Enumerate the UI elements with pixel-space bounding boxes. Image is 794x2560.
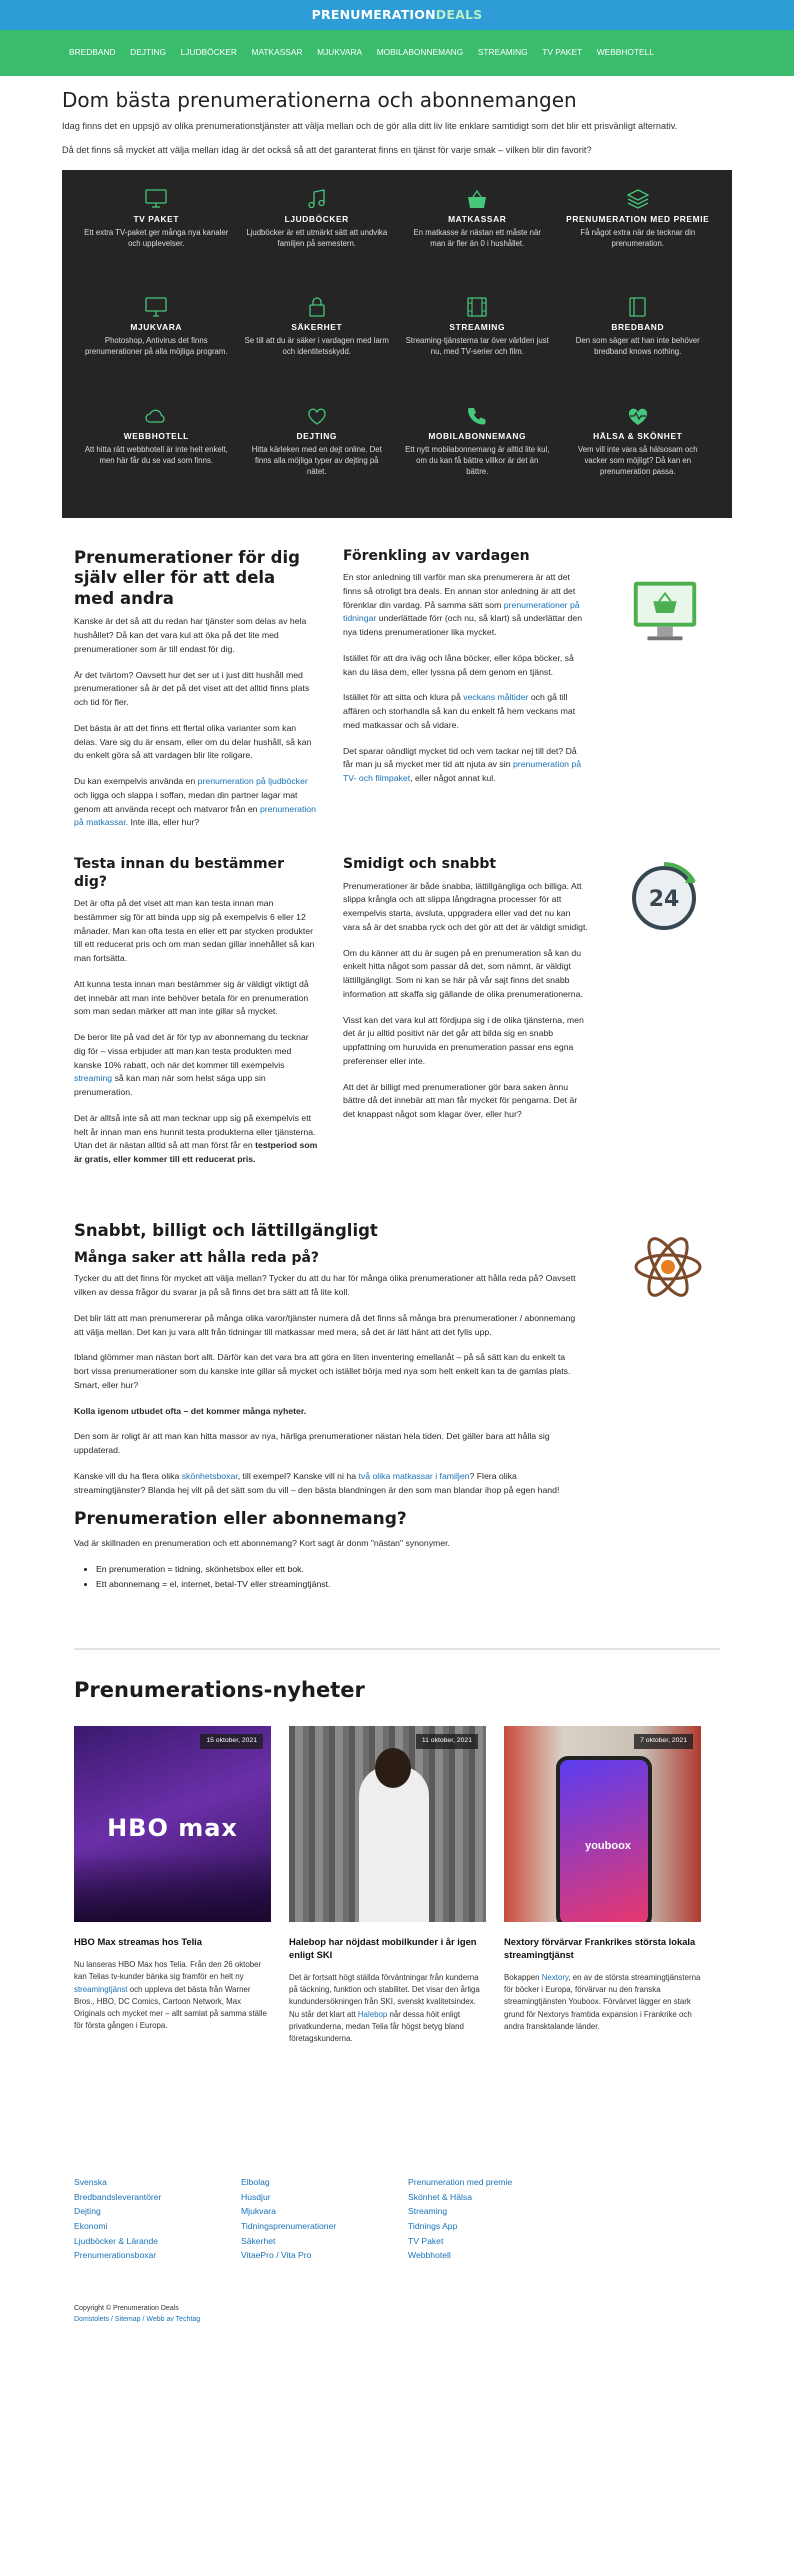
paragraph — [74, 1112, 319, 1167]
nav-item-bredband[interactable]: BREDBAND — [69, 47, 116, 58]
category-title: STREAMING — [449, 322, 506, 333]
tv-icon — [144, 188, 168, 210]
footer-link[interactable]: Svenska — [74, 2177, 107, 2188]
category-title: LJUDBÖCKER — [284, 213, 349, 224]
category-desc: Ett extra TV-paket ger många nya kanaler och upplevelser. — [84, 227, 229, 248]
phone-icon — [465, 405, 489, 427]
news-date: 15 oktober, 2021 — [200, 1734, 263, 1749]
category-title: DEJTING — [296, 430, 337, 441]
nav-item-ljudbocker[interactable]: LJUDBÖCKER — [180, 47, 237, 58]
footer-bottom-links[interactable]: Domstolets / Sitemap / Webb av Techtag — [74, 2316, 201, 2324]
category-mjukvara[interactable] — [76, 294, 237, 403]
monitor-icon — [144, 296, 168, 318]
text: Bokappen — [504, 1972, 542, 1982]
news-image[interactable] — [504, 1726, 701, 1922]
column-right — [343, 856, 588, 1179]
category-ljudbocker[interactable] — [237, 186, 398, 295]
text: , en av de största streamingtjänsterna för böcker i Europa, förvärvar nu den franska streamingtjänsten Youboox. Förvärvet lägger en stark grund för Nextorys framtida expansion i Frankrike och andra fransktalande länder. — [504, 1972, 701, 2031]
category-desc: Den som säger att han inte behöver bredband knows nothing. — [575, 336, 700, 357]
atom-icon — [632, 1227, 704, 1307]
text: når dessa höit enligt privatkunderna, medan Telia får högst betyg bland företagskunderna. — [289, 2009, 464, 2044]
copyright — [0, 2303, 794, 2325]
nav-item-mjukvara[interactable]: MJUKVARA — [317, 47, 363, 58]
svg-text:24: 24 — [648, 887, 680, 913]
paragraph — [343, 691, 588, 732]
nav-item-dejting[interactable]: DEJTING — [130, 47, 166, 58]
category-sakerhet[interactable] — [237, 294, 398, 403]
youboox-logo: youboox — [585, 1840, 631, 1853]
category-title: PRENUMERATION MED PREMIE — [566, 213, 710, 224]
stack-icon — [626, 188, 650, 210]
footer-link[interactable]: Ekonomi — [74, 2221, 108, 2232]
text: ? Flera olika streamingtjänster? Blanda hej vilt på det sätt som du vill – den bästa blandningen är den som man blandar ihop på egen hand! — [74, 1470, 560, 1495]
footer-link[interactable]: Webbhotell — [408, 2250, 451, 2261]
subsection-title: Många saker att hålla reda på? — [74, 1249, 320, 1266]
site-logo[interactable] — [312, 5, 483, 24]
film-icon — [465, 296, 489, 318]
category-title: MOBILABONNEMANG — [428, 430, 527, 441]
category-title: MJUKVARA — [130, 322, 183, 333]
footer-link[interactable]: Säkerhet — [241, 2235, 276, 2246]
category-desc: Se till att du är säker i vardagen med larm och identitetsskydd. — [244, 336, 389, 357]
text: underlättade förr (och nu, så klart) så underlättar den nya tidens prenumerationer lika mycket. — [343, 613, 583, 638]
text: Det är alltså inte så att man tecknar upp sig på exempelvis ett helt år innan man ens hunnit testa produkterna eller tjänsterna. Utan det är nästan alltid så att man först får en — [74, 1112, 316, 1151]
paragraph: Om du känner att du är sugen på en prenumeration så kan du enkelt hitta något som passar då det, som nämnt, är väldigt lättillgängligt. Som ni kan se här på vår sajt finns det snabb information att skaffa sig gällande de olika prenumerationerna. — [343, 947, 583, 999]
bullet-list — [96, 1562, 720, 1592]
category-mobilabonnemang[interactable] — [397, 403, 558, 512]
music-note-icon — [305, 188, 329, 210]
news-title: Prenumerations-nyheter — [74, 1677, 365, 1702]
link-ljudbocker[interactable]: prenumeration på ljudböcker — [197, 776, 308, 787]
news-card[interactable] — [289, 1726, 486, 2045]
section-title: Smidigt och snabbt — [343, 856, 497, 873]
bold-text: testperiod som är gratis, eller kommer till ett reducerat pris. — [74, 1140, 318, 1165]
footer-link[interactable]: Tidnings App — [408, 2221, 458, 2232]
clock-24-icon — [624, 856, 704, 936]
news-headline[interactable]: Halebop har nöjdast mobilkunder i år igen enligt SKI — [289, 1936, 477, 1961]
link-streaming[interactable]: streaming — [74, 1073, 113, 1084]
news-date: 11 oktober, 2021 — [416, 1734, 478, 1749]
news-card[interactable] — [504, 1726, 701, 2045]
intro-paragraph: Idag finns det en uppsjö av olika prenumerationstjänster att välja mellan och de gör alla ditt liv lite enklare samtidigt som det blir ett prisvänligt alternativ. — [62, 121, 678, 131]
link-nextory[interactable]: Nextory — [541, 1972, 569, 1982]
category-tv-paket[interactable] — [76, 186, 237, 295]
category-title: SÄKERHET — [291, 322, 343, 333]
list-item: • Ett abonnemang = el, internet, betal-TV eller streamingtjänst. — [96, 1577, 720, 1592]
main-nav — [0, 30, 794, 76]
category-desc: Vem vill inte vara så hälsosam och vacker som möjligt? Då kan en prenumeration passa. — [577, 444, 698, 477]
paragraph: Det bästa är att det finns ett flertal olika varianter som kan delas. Vare sig du är ensam, eller om du delar hushåll, så kan du enkelt göra så att vardagen blir lite roligare. — [74, 722, 312, 761]
footer-link[interactable]: Elbolag — [241, 2177, 270, 2188]
paragraph: Den som är roligt är att man kan hitta massor av nya, härliga prenumerationer nästan hela tiden. Det gäller bara att hålla sig uppdaterad. — [74, 1431, 550, 1456]
online-shop-icon — [626, 572, 704, 650]
top-header — [0, 0, 794, 30]
logo-text-deals: DEALS — [435, 7, 483, 23]
category-matkassar[interactable] — [397, 186, 558, 295]
text: Det är fortsatt högt ställda förväntningar från kunderna på täckning, funktion och stabilitet. Det visar den årliga kundundersökningen från SKI, svenskt kvalitetsindex. Nu står det klart att — [289, 1972, 480, 2019]
category-title: MATKASSAR — [448, 213, 507, 224]
link-halebop[interactable]: Halebop — [357, 2009, 388, 2019]
news-headline[interactable]: Nextory förvärvar Frankrikes största lokala streamingtjänst — [504, 1936, 696, 1961]
section-snabbt — [0, 1221, 794, 1592]
news-headline[interactable]: HBO Max streamas hos Telia — [74, 1936, 202, 1948]
nav-item-streaming[interactable]: STREAMING — [477, 47, 528, 58]
paragraph: Tycker du att det finns för mycket att välja mellan? Tycker du att du har för många olika prenumerationer att hålla reda på? Oavsett vilken av dessa frågor du svarar ja på så finns det bra sätt att få lite koll. — [74, 1273, 576, 1298]
health-heart-icon — [626, 405, 650, 427]
footer-link[interactable]: Husdjur — [241, 2191, 271, 2202]
category-desc: Streaming-tjänsterna tar över världen just nu, med TV-serier och film. — [405, 336, 549, 357]
paragraph — [74, 775, 319, 830]
category-title: BREDBAND — [611, 322, 665, 333]
category-desc: Photoshop, Antivirus det finns prenumerationer på alla möjliga program. — [84, 336, 228, 357]
footer-column — [74, 2175, 241, 2263]
paragraph: Visst kan det vara kul att fördjupa sig i de olika tjänsterna, men det är ju alltid positivt när det går att bilda sig en snabb uppfattning om huruvida en prenumeration passar ens egna preferenser eller inte. — [343, 1014, 584, 1066]
footer-link[interactable]: Prenumeration med premie — [408, 2177, 513, 2188]
text: och gå till affären och storhandla så kan du enkelt få hem veckans mat med matkassar och så vidare. — [343, 692, 576, 730]
text: och ligga och slappa i soffan, medan din partner lagar mat genom att använda recept och matvaror från en — [74, 789, 298, 814]
paragraph: Att det är billigt med prenumerationer gör bara saken ännu bättre då det innebär att man får mycket för pengarna. Det är det knappast något som klagar över, eller hur? — [343, 1081, 578, 1120]
link-matkassar[interactable]: prenumeration på matkassar — [74, 803, 316, 828]
nav-item-webbhotell[interactable]: WEBBHOTELL — [596, 47, 654, 58]
hbo-max-logo: HBO max — [107, 1814, 238, 1843]
category-premie[interactable] — [558, 186, 719, 295]
footer-column — [408, 2175, 575, 2263]
lock-icon — [305, 296, 329, 318]
divider — [74, 1648, 720, 1650]
category-desc: Att hitta rätt webbhotell är inte helt enkelt, men här får du se vad som finns. — [84, 444, 228, 466]
text: Istället för att sitta och klura på — [343, 692, 464, 703]
paragraph: Istället för att dra iväg och låna böcker, eller köpa böcker, så kan du läsa dem, eller lyssna på dem genom en tjänst. — [343, 652, 574, 677]
category-webbhotell[interactable] — [76, 403, 237, 512]
footer-link[interactable]: Skönhet & Hälsa — [408, 2191, 473, 2202]
category-halsa-skonhet[interactable] — [558, 403, 719, 512]
paragraph — [343, 745, 588, 786]
logo-text: PRENUMERATION — [311, 7, 436, 23]
text: Du kan exempelvis använda en — [74, 776, 198, 787]
heart-icon — [305, 405, 329, 427]
paragraph — [74, 1470, 579, 1498]
list-item: • En prenumeration = tidning, skönhetsbox eller ett bok. — [96, 1562, 720, 1577]
nav-item-tv-paket[interactable]: TV PAKET — [542, 47, 583, 58]
hero — [0, 76, 794, 158]
bold-text: Kolla igenom utbudet ofta – det kommer många nyheter. — [74, 1405, 307, 1416]
shopping-basket-icon — [465, 188, 489, 210]
section-title: Prenumeration eller abonnemang? — [74, 1509, 407, 1530]
text: Nu lanseras HBO Max hos Telia. Från den 26 oktober kan Telias tv-kunder bänka sig framför en helt ny — [74, 1960, 262, 1982]
link-tidningar[interactable]: prenumerationer på tidningar — [343, 599, 580, 624]
paragraph — [343, 571, 588, 640]
footer-link[interactable]: VitaePro / Vita Pro — [241, 2250, 312, 2261]
category-desc: Hitta kärleken med en dejt online. Det finns alla möjliga typer av dejting på nätet. — [251, 444, 382, 477]
book-icon — [626, 296, 650, 318]
text: En stor anledning till varför man ska prenumerera är att det finns så otroligt bra deals. En annan stor anledning är att det förenklar din vardag. På samma sätt som — [343, 572, 576, 610]
text: , till exempel? Kanske vill ni ha — [237, 1470, 359, 1481]
footer-column — [241, 2175, 408, 2263]
text: och uppleva det bästa från Warner Bros., HBO, DC Comics, Cartoon Network, Max Originals och mycket mer – allt samlat på samma ställe för första gången i Europa. — [74, 1984, 267, 2031]
footer-link[interactable]: TV Paket — [408, 2235, 444, 2246]
cloud-icon — [144, 405, 168, 427]
text: Det sparar oändligt mycket tid och vem tackar nej till det? Då får man ju så mycket mer tid att njuta av sin — [343, 745, 577, 770]
text: . Inte illa, eller hur? — [125, 817, 200, 828]
news-card[interactable] — [74, 1726, 271, 2045]
category-streaming[interactable] — [397, 294, 558, 403]
text: Kanske vill du ha flera olika — [74, 1470, 182, 1481]
intro-paragraph: Då det finns så mycket att välja mellan idag är det också så att det garanterat finns en tjänst för varje smak – vilken blir din favorit? — [62, 144, 592, 155]
section-testa — [0, 856, 794, 1179]
category-desc: En matkasse är nästan ett måste när man är fler än 0 i hushållet. — [413, 227, 541, 248]
text: , eller något annat kul. — [410, 773, 496, 784]
footer-link[interactable]: Bredbandsleverantörer — [74, 2191, 162, 2202]
category-bredband[interactable] — [558, 294, 719, 403]
news-date: 7 oktober, 2021 — [634, 1734, 693, 1749]
page-title: Dom bästa prenumerationerna och abonnemangen — [62, 88, 577, 112]
category-title: TV PAKET — [133, 213, 180, 224]
column-left — [74, 856, 319, 1179]
nav-item-mobilabonnemang[interactable]: MOBILABONNEMANG — [376, 47, 464, 58]
footer-link[interactable]: Tidningsprenumerationer — [241, 2221, 337, 2232]
footer-link[interactable]: Prenumerationsboxar — [74, 2250, 157, 2261]
section-title: Prenumerationer för dig själv eller för att dela med andra — [74, 547, 300, 608]
paragraph: Det är ofta på det viset att man kan testa innan man bestämmer sig för att binda upp sig på exempelvis 6 eller 12 månader. Man kan ofta testa en eller ett par stycken produkter till ett reducerat pris och om man sedan gillar innehållet så kan man fortsätta. — [74, 898, 315, 964]
section-title: Förenkling av vardagen — [343, 547, 530, 564]
news-image[interactable] — [289, 1726, 486, 1922]
footer — [0, 2175, 794, 2263]
copyright-text: Copyright © Prenumeration Deals — [74, 2304, 179, 2312]
paragraph: Kanske är det så att du redan har tjänster som delas av hela hushållet? Då kan det vara kul att öka på det lite med prenumerationer som är till endast för dig. — [74, 616, 307, 654]
column-right — [343, 548, 588, 843]
paragraph — [74, 1405, 579, 1419]
news-section — [0, 1674, 794, 2045]
category-title: WEBBHOTELL — [123, 430, 189, 441]
footer-link[interactable]: Mjukvara — [241, 2206, 276, 2217]
paragraph: Prenumerationer är både snabba, lättillgängliga och billiga. Att slippa krångla och att slippa långdragna processer för att exempelvis starta, avsluta, uppgradera eller vad det nu kan vara så är det snabba ryck och det gör att det är väldigt smidigt. — [343, 880, 588, 932]
category-dejting[interactable] — [237, 403, 398, 512]
paragraph: Ibland glömmer man nästan bort allt. Därför kan det vara bra att göra en liten inventering emellanåt – på så sätt kan du enkelt ta bort vissa prenumerationer som du kanske inte gillar så mycket och istället börja med nya som helt enkelt kan ta de gamlas plats. Smart, eller hur? — [74, 1352, 571, 1390]
column-left — [74, 548, 319, 843]
text: så kan man när som helst säga upp sin prenumeration. — [74, 1073, 266, 1098]
link-veckans-maltider[interactable]: veckans måltider — [463, 692, 529, 703]
category-title: HÄLSA & SKÖNHET — [593, 430, 683, 441]
paragraph: Det blir lätt att man prenumererar på många olika varor/tjänster numera då det finns så många bra prenumerationer / abonnemang att välja mellan. Det kan ju vara allt från tidningar till matkassar med mera, så det är lätt hänt att det fylls upp. — [74, 1312, 576, 1337]
news-text — [289, 1972, 486, 2046]
paragraph — [74, 1031, 319, 1100]
link-streamingtjanst[interactable]: streamingtjänst — [74, 1984, 128, 1994]
category-desc: Ett nytt mobilabonnemang är alltid lite kul, om du kan få bättre villkor är det än bättre. — [405, 444, 550, 477]
category-desc: Ljudböcker är ett utmärkt sätt att undvika familjen på semestern. — [246, 227, 388, 248]
section-prenumerationer — [0, 548, 794, 843]
section-title: Snabbt, billigt och lättillgängligt — [74, 1220, 378, 1240]
footer-link[interactable]: Streaming — [408, 2206, 448, 2217]
paragraph: Är det tvärtom? Oavsett hur det ser ut i just ditt hushåll med prenumerationer så är det på det viset att det alltid finns plats och tid för fler. — [74, 669, 310, 708]
section-title: Testa innan du bestämmer dig? — [74, 856, 284, 890]
link-tv-filmpaket[interactable]: prenumeration på TV- och filmpaket — [343, 759, 582, 784]
paragraph: Vad är skillnaden en prenumeration och ett abonnemang? Kort sagt är donm "nästan" synonymer. — [74, 1537, 450, 1548]
category-desc: Få något extra när de tecknar din prenumeration. — [580, 227, 696, 248]
link-skonhetsboxar[interactable]: skönhetsboxar — [181, 1470, 238, 1481]
text: De beror lite på vad det är för typ av abonnemang du tecknar dig för – vissa erbjuder att man kan testa produkten med kanske 10% rabatt, och när det kommer till exempelvis — [74, 1032, 309, 1070]
news-text — [74, 1959, 271, 2033]
news-text — [504, 1972, 701, 2033]
paragraph: Att kunna testa innan man bestämmer sig är väldigt viktigt då det innebär att man inte behöver betala för en prenumeration som man sedan märker att man inte gillar så mycket. — [74, 978, 309, 1017]
footer-link[interactable]: Ljudböcker & Lärande — [74, 2235, 159, 2246]
nav-item-matkassar[interactable]: MATKASSAR — [251, 47, 303, 58]
category-grid — [62, 170, 732, 518]
news-image[interactable] — [74, 1726, 271, 1922]
footer-link[interactable]: Dejting — [74, 2206, 101, 2217]
link-matkassar-familjen[interactable]: två olika matkassar i familjen — [358, 1470, 470, 1481]
